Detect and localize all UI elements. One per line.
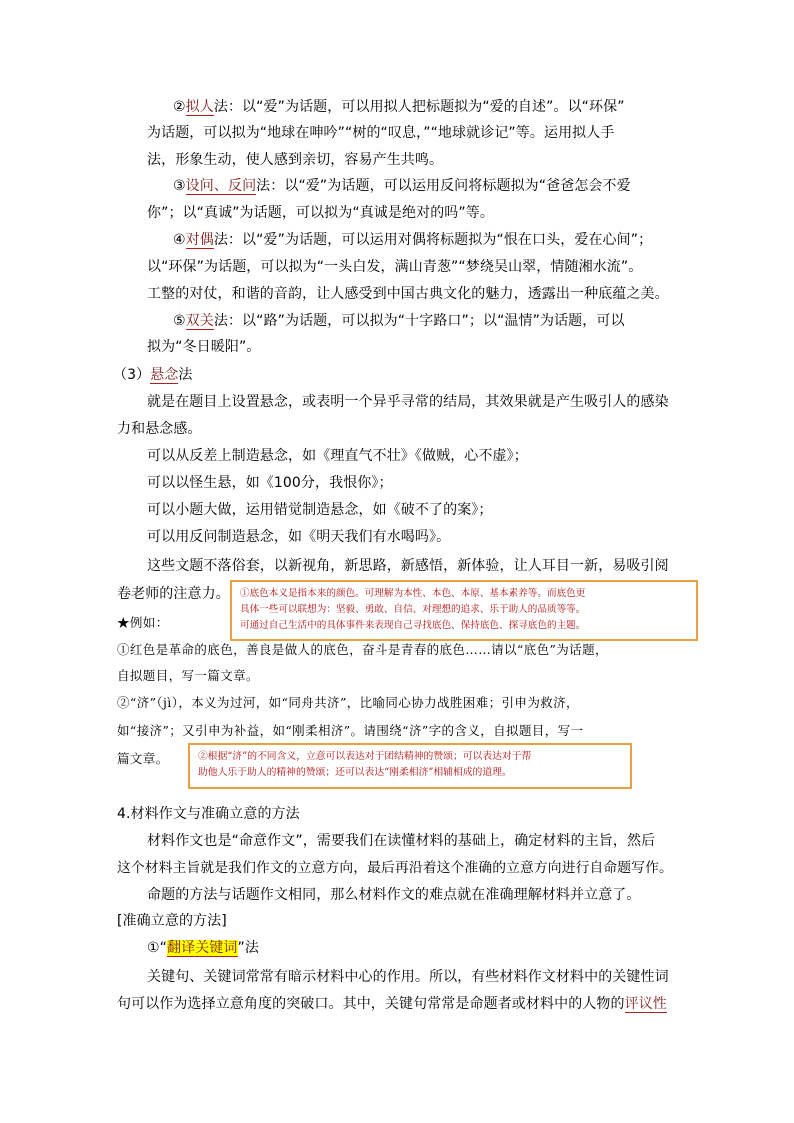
annotation-line: ①底色本义是指本来的颜色。可理解为本性、本色、本原、基本素养等。而底色更 (240, 588, 586, 599)
suspense-p6-line-2: 卷老师的注意力。 (117, 586, 230, 602)
question-line-1 (173, 176, 631, 196)
example-2-line-1: ②“济”（jì），本义为过河，如“同舟共济”，比喻同心协力战胜困难；引申为救济， (117, 695, 579, 710)
close-quote-suffix: ”法 (237, 940, 259, 956)
annotation-line: 具体一些可以联想为：坚毅、勇敢、自信、对理想的追求、乐于助人的品质等等。 (240, 604, 586, 615)
personification-line-2: 为话题，可以拟为“地球在呻吟”“树的“叹息，”“地球就诊记”等。运用拟人手 (147, 125, 615, 141)
annotation-box-1 (230, 580, 698, 641)
example-2-line-2: 如“接济”；又引申为补益，如“刚柔相济”。请围绕“济”字的含义，自拟题目，写一 (117, 723, 584, 738)
antithesis-line-3: 工整的对仗，和谐的音韵，让人感受到中国古典文化的魅力，透露出一种底蕴之美。 (147, 286, 669, 302)
annotation-line: ②根据“济”的不同含义，立意可以表达对于团结精神的赞颂；可以表达对于帮 (198, 751, 532, 762)
suspense-p1-line-2: 力和悬念感。 (117, 421, 202, 437)
pun-line-2: 拟为“冬日暖阳”。 (147, 339, 261, 355)
method-1-heading (147, 938, 259, 958)
suspense-heading (113, 365, 193, 385)
antithesis-line-1 (173, 230, 652, 250)
personification-line-1 (173, 97, 625, 117)
line-text: 法：以“爱”为话题，可以运用对偶将标题拟为“恨在口头，爱在心间”； (213, 232, 653, 248)
material-heading: 4.材料作文与准确立意的方法 (117, 806, 300, 822)
circled-number: ② (173, 99, 186, 115)
circled-number: ③ (173, 178, 186, 194)
line-text: 法：以“路”为话题，可以拟为“十字路口”；以“温情”为话题，可以 (213, 313, 625, 329)
line-text: 法：以“爱”为话题，可以运用反问将标题拟为“爸爸怎会不爱 (256, 178, 631, 194)
annotation-box-2 (188, 743, 632, 789)
annotation-line: 可通过自己生活中的具体事件来表现自己寻找底色、保持底色、探寻底色的主题。 (240, 620, 586, 631)
circled-number: ⑤ (173, 313, 186, 329)
term-pun: 双关 (185, 313, 214, 329)
suspense-p5: 可以用反问制造悬念，如《明天我们有水喝吗》。 (147, 529, 451, 545)
annotation-line: 助他人乐于助人的精神的赞颂；还可以表达“刚柔相济”相辅相成的道理。 (198, 767, 512, 778)
term-separator: 、 (213, 178, 228, 194)
term-rhetorical-counter-question: 反问 (227, 178, 257, 194)
heading-number: （3） (113, 367, 151, 383)
suspense-p6-line-1: 这些文题不落俗套，以新视角，新思路，新感悟，新体验，让人耳目一新，易吸引阅 (147, 558, 669, 574)
personification-line-3: 法，形象生动，使人感到亲切，容易产生共鸣。 (147, 152, 444, 168)
term-antithesis: 对偶 (185, 232, 214, 248)
suspense-p3: 可以以怪生悬，如《100分，我恨你》； (147, 475, 393, 491)
pun-line-1 (173, 311, 625, 331)
circled-number: ④ (173, 232, 186, 248)
suspense-p2: 可以从反差上制造悬念，如《理直气不壮》《做贼，心不虚》； (147, 448, 528, 464)
example-2-line-3: 篇文章。 (117, 751, 169, 766)
term-rhetorical-question: 设问 (185, 178, 214, 194)
circled-number: ① (147, 940, 160, 956)
term-suspense: 悬念 (150, 367, 179, 383)
material-p1-line-1: 材料作文也是“命意作文”，需要我们在读懂材料的基础上，确定材料的主旨，然后 (147, 833, 656, 849)
term-commentary: 评议性 (624, 996, 667, 1012)
question-line-2: 你”；以“真诚”为话题，可以拟为“真诚是绝对的吗”等。 (147, 205, 494, 221)
suspense-p1-line-1: 就是在题目上设置悬念，或表明一个异乎寻常的结局，其效果就是产生吸引人的感染 (147, 394, 669, 410)
method-sub-heading: [准确立意的方法] (117, 913, 227, 929)
example-1-line-1: ①红色是革命的底色，善良是做人的底色，奋斗是青春的底色……请以“底色”为话题， (117, 642, 608, 657)
term-translate-keywords: 翻译关键词 (167, 940, 238, 956)
material-p1-line-2: 这个材料主旨就是我们作文的立意方向，最后再沿着这个准确的立意方向进行自命题写作。 (117, 860, 673, 876)
term-personification: 拟人 (185, 99, 214, 115)
material-p2: 命题的方法与话题作文相同，那么材料作文的难点就在准确理解材料并立意了。 (147, 887, 641, 903)
example-label: ★例如： (117, 615, 169, 630)
material-p3-line-2 (117, 994, 667, 1014)
suspense-p4: 可以小题大做，运用错觉制造悬念，如《破不了的案》； (147, 502, 493, 518)
material-p3-line-1: 关键句、关键词常常有暗示材料中心的作用。所以，有些材料作文材料中的关键性词 (147, 969, 669, 985)
open-quote: “ (159, 940, 168, 956)
heading-suffix: 法 (178, 367, 193, 383)
antithesis-line-2: 以“环保”为话题，可以拟为“一头白发，满山青葱”“梦绕吴山翠，情随湘水流”。 (147, 259, 643, 275)
example-1-line-2: 自拟题目，写一篇文章。 (117, 668, 259, 683)
line-text: 句可以作为选择立意角度的突破口。其中，关键句常常是命题者或材料中的人物的 (117, 996, 625, 1012)
line-text: 法：以“爱”为话题，可以用拟人把标题拟为“爱的自述”。以“环保” (213, 99, 625, 115)
